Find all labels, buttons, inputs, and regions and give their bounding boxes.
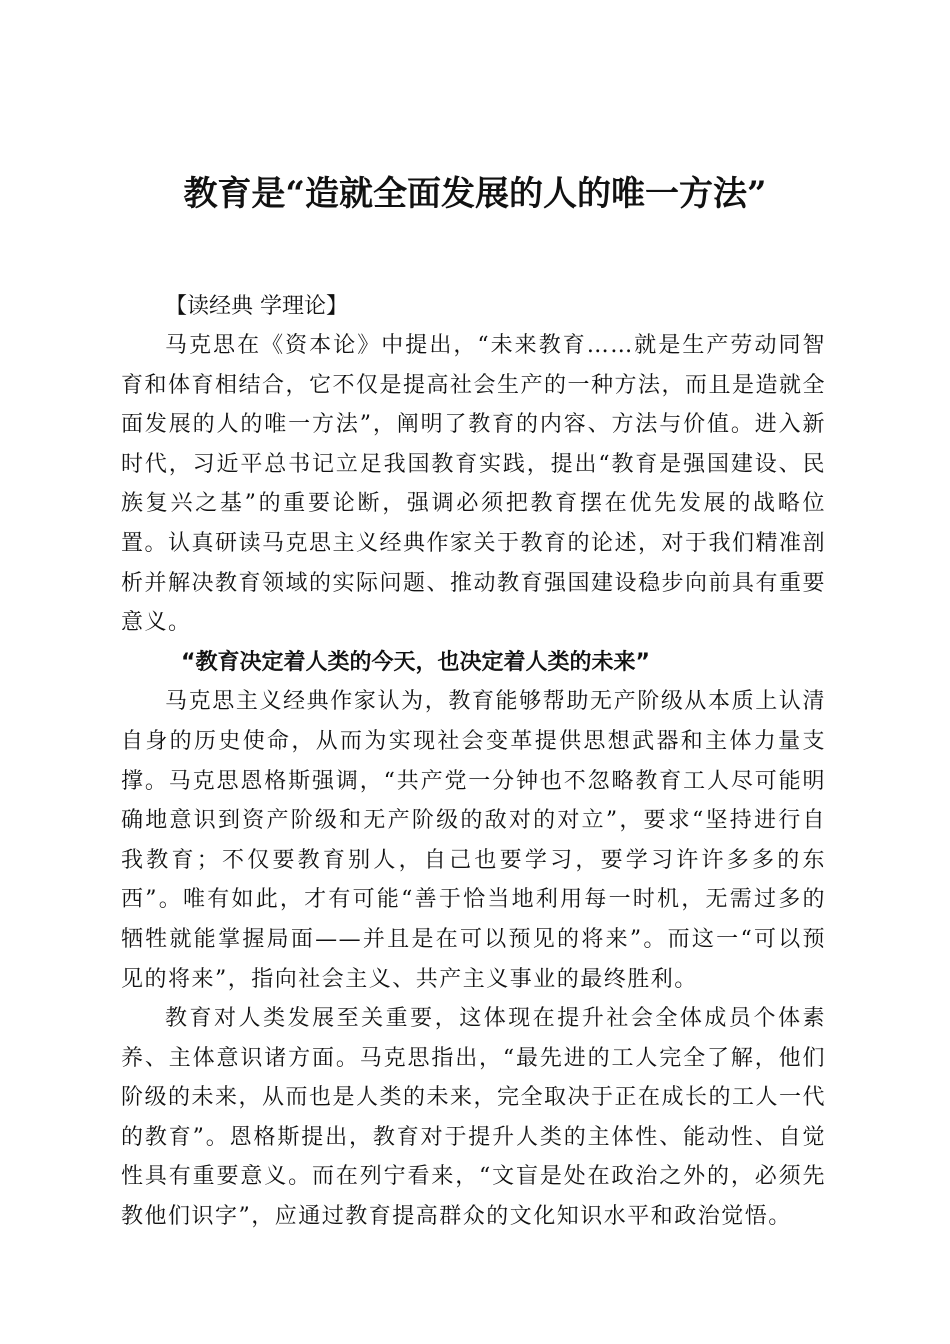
document-body <box>121 287 826 1237</box>
subheading: “教育决定着人类的今天，也决定着人类的未来” <box>181 649 650 675</box>
paragraph-3: 教育对人类发展至关重要，这体现在提升社会全体成员个体素养、主体意识诸方面。马克思指出，“最先进的工人完全了解，他们阶级的未来，从而也是人类的未来，完全取决于正在成长的工人一代的教育”。恩格斯提出，教育对于提升人类的主体性、能动性、自觉性具有重要意义。而在列宁看来，“文盲是处在政治之外的，必须先教他们识字”，应通过教育提高群众的文化知识水平和政治觉悟。 <box>121 1006 827 1230</box>
section-label: 【读经典 学理论】 <box>165 294 348 319</box>
paragraph-intro: 马克思在《资本论》中提出，“未来教育……就是生产劳动同智育和体育相结合，它不仅是提高社会生产的一种方法，而且是造就全面发展的人的唯一方法”，阐明了教育的内容、方法与价值。进入新时代，习近平总书记立足我国教育实践，提出“教育是强国建设、民族复兴之基”的重要论断，强调必须把教育摆在优先发展的战略位置。认真研读马克思主义经典作家关于教育的论述，对于我们精准剖析并解决教育领域的实际问题、推动教育强国建设稳步向前具有重要意义。 <box>121 333 827 636</box>
document-title: 教育是“造就全面发展的人的唯一方法” <box>183 174 767 214</box>
paragraph-2: 马克思主义经典作家认为，教育能够帮助无产阶级从本质上认清自身的历史使命，从而为实现社会变革提供思想武器和主体力量支撑。马克思恩格斯强调，“共产党一分钟也不忽略教育工人尽可能明确地意识到资产阶级和无产阶级的敌对的对立”，要求“坚持进行自我教育；不仅要教育别人，自己也要学习，要学习许许多多的东西”。唯有如此，才有可能“善于恰当地利用每一时机，无需过多的牺牲就能掌握局面——并且是在可以预见的将来”。而这一“可以预见的将来”，指向社会主义、共产主义事业的最终胜利。 <box>121 689 826 992</box>
